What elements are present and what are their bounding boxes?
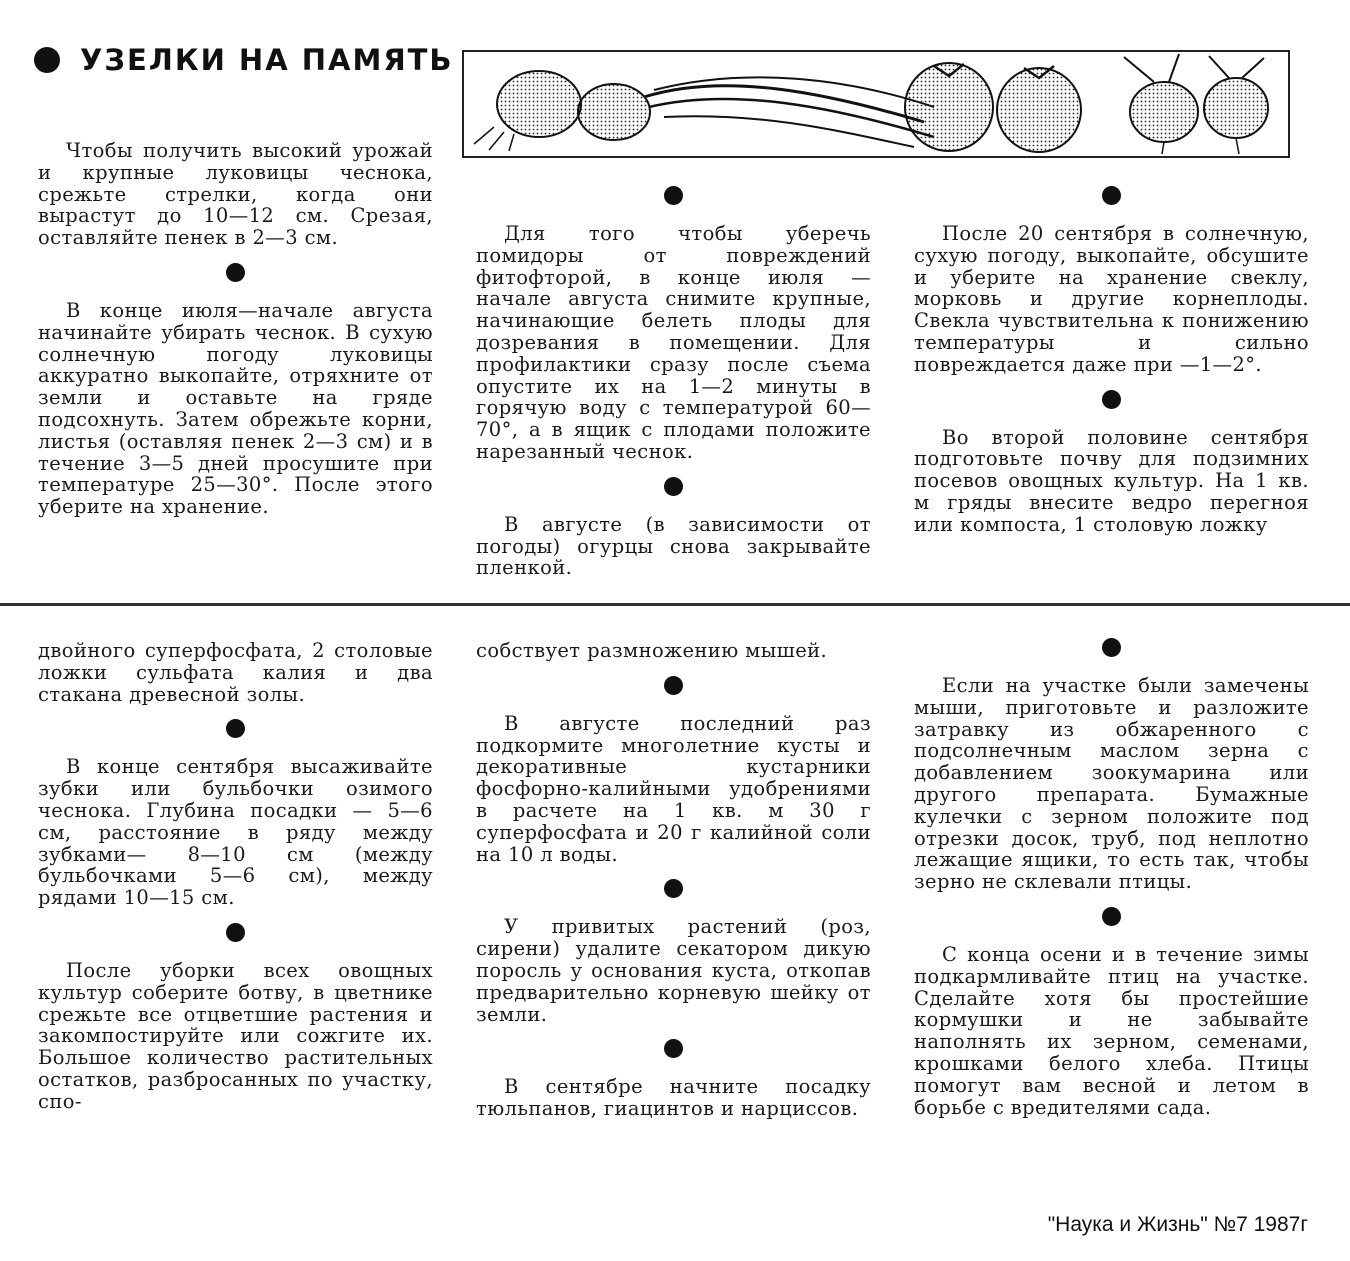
article-paragraph: У привитых растений (роз, сирени) удалите секатором дикую поросль у основания куста, откопав предварительно корневую шейку от земли. [476,915,871,1026]
article-paragraph: Во второй половине сентября подготовьте почву для подзимних посевов овощных культур. На 1 кв. м гряды внесите ведро перегноя или компоста, 1 столовую ложку [914,425,1309,536]
bullet-dot-icon [1102,390,1121,409]
bottom-column-2 [476,640,871,1120]
article-paragraph: В конце июля—начале августа начинайте убирать чеснок. В сухую солнечную погоду луковицы аккуратно выкопайте, отряхните от земли и оставьте на гряде подсохнуть. Затем обрежьте корни, листья (оставляя пенек 2—3 см) и в течение 3—5 дней просушите при температуре 25—30°. После этого уберите на хранение. [38,298,433,519]
bullet-dot-icon [664,477,683,496]
bullet-dot-icon [1102,907,1121,926]
bullet-dot-icon [664,186,683,205]
article-paragraph: В сентябре начните посадку тюльпанов, гиацинтов и нарциссов. [476,1075,871,1121]
bullet-dot-icon [664,1039,683,1058]
article-paragraph: С конца осени и в течение зимы подкармливайте птиц на участке. Сделайте хотя бы простейшие кормушки и не забывайте наполнять их зерном, семенами, крошками белого хлеба. Птицы помогут вам весной и летом в борьбе с вредителями сада. [914,942,1309,1119]
article-paragraph: Если на участке были замечены мыши, приготовьте и разложите затравку из обжаренного с подсолнечным маслом зерна с добавлением зоокумарина или другого препарата. Бумажные кулечки с зерном положите под отрезки досок, труб, под неплотно лежащие ящики, то есть так, чтобы зерно не склевали птицы. [914,674,1309,894]
bullet-dot-icon [226,263,245,282]
article-paragraph: Чтобы получить высокий урожай и крупные луковицы чеснока, срежьте стрелки, когда они вырастут до 10—12 см. Срезая, оставляйте пенек в 2—3 см. [38,139,433,250]
article-paragraph: В августе (в зависимости от погоды) огурцы снова закрывайте пленкой. [476,512,871,580]
section-heading [34,38,454,82]
top-column-1 [38,140,433,518]
article-paragraph: собствует размножению мышей. [476,639,828,662]
top-column-3 [914,186,1309,536]
bottom-column-3 [914,638,1309,1118]
vegetables-illustration [462,50,1290,158]
page-divider [0,603,1350,606]
bullet-dot-icon [1102,638,1121,657]
article-paragraph: Для того чтобы уберечь помидоры от повреждений фитофторой, в конце июля — начале августа снимите крупные, начинающие белеть плоды для дозревания в помещении. Для профилактики сразу после съема опустите их на 1—2 минуты в горячую воду с температурой 60—70°, а в ящик с плодами положите нарезанный чеснок. [476,222,871,463]
article-paragraph: двойного суперфосфата, 2 столовые ложки сульфата калия и два стакана древесной золы. [38,639,433,706]
bullet-dot-icon [34,47,60,73]
vegetables-drawing-icon [464,52,1287,155]
bottom-column-1 [38,640,433,1113]
article-paragraph: В августе последний раз подкормите многолетние кусты и декоративные кустарники фосфорно-калийными удобрениями в расчете на 1 кв. м 30 г суперфосфата и 20 г калийной соли на 10 л воды. [476,711,871,866]
bullet-dot-icon [226,923,245,942]
article-paragraph: В конце сентября высаживайте зубки или бульбочки озимого чеснока. Глубина посадки — 5—6 см, расстояние в ряду между зубками— 8—10 см (между бульбочками 5—6 см), между рядами 10—15 см. [38,755,433,910]
bullet-dot-icon [226,719,245,738]
page-title: УЗЕЛКИ НА ПАМЯТЬ [80,43,454,77]
top-column-2 [476,186,871,579]
bullet-dot-icon [1102,186,1121,205]
bullet-dot-icon [664,879,683,898]
article-paragraph: После уборки всех овощных культур соберите ботву, в цветнике срежьте все отцветшие растения и закомпостируйте или сожгите их. Большое количество растительных остатков, разбросанных по участку, спо- [38,958,433,1113]
bullet-dot-icon [664,676,683,695]
article-paragraph: После 20 сентября в солнечную, сухую погоду, выкопайте, обсушите и уберите на хранение свеклу, морковь и другие корнеплоды. Свекла чувствительна к понижению температуры и сильно повреждается даже при —1—2°. [914,222,1309,376]
source-credit: "Наука и Жизнь" №7 1987г [1047,1213,1308,1236]
